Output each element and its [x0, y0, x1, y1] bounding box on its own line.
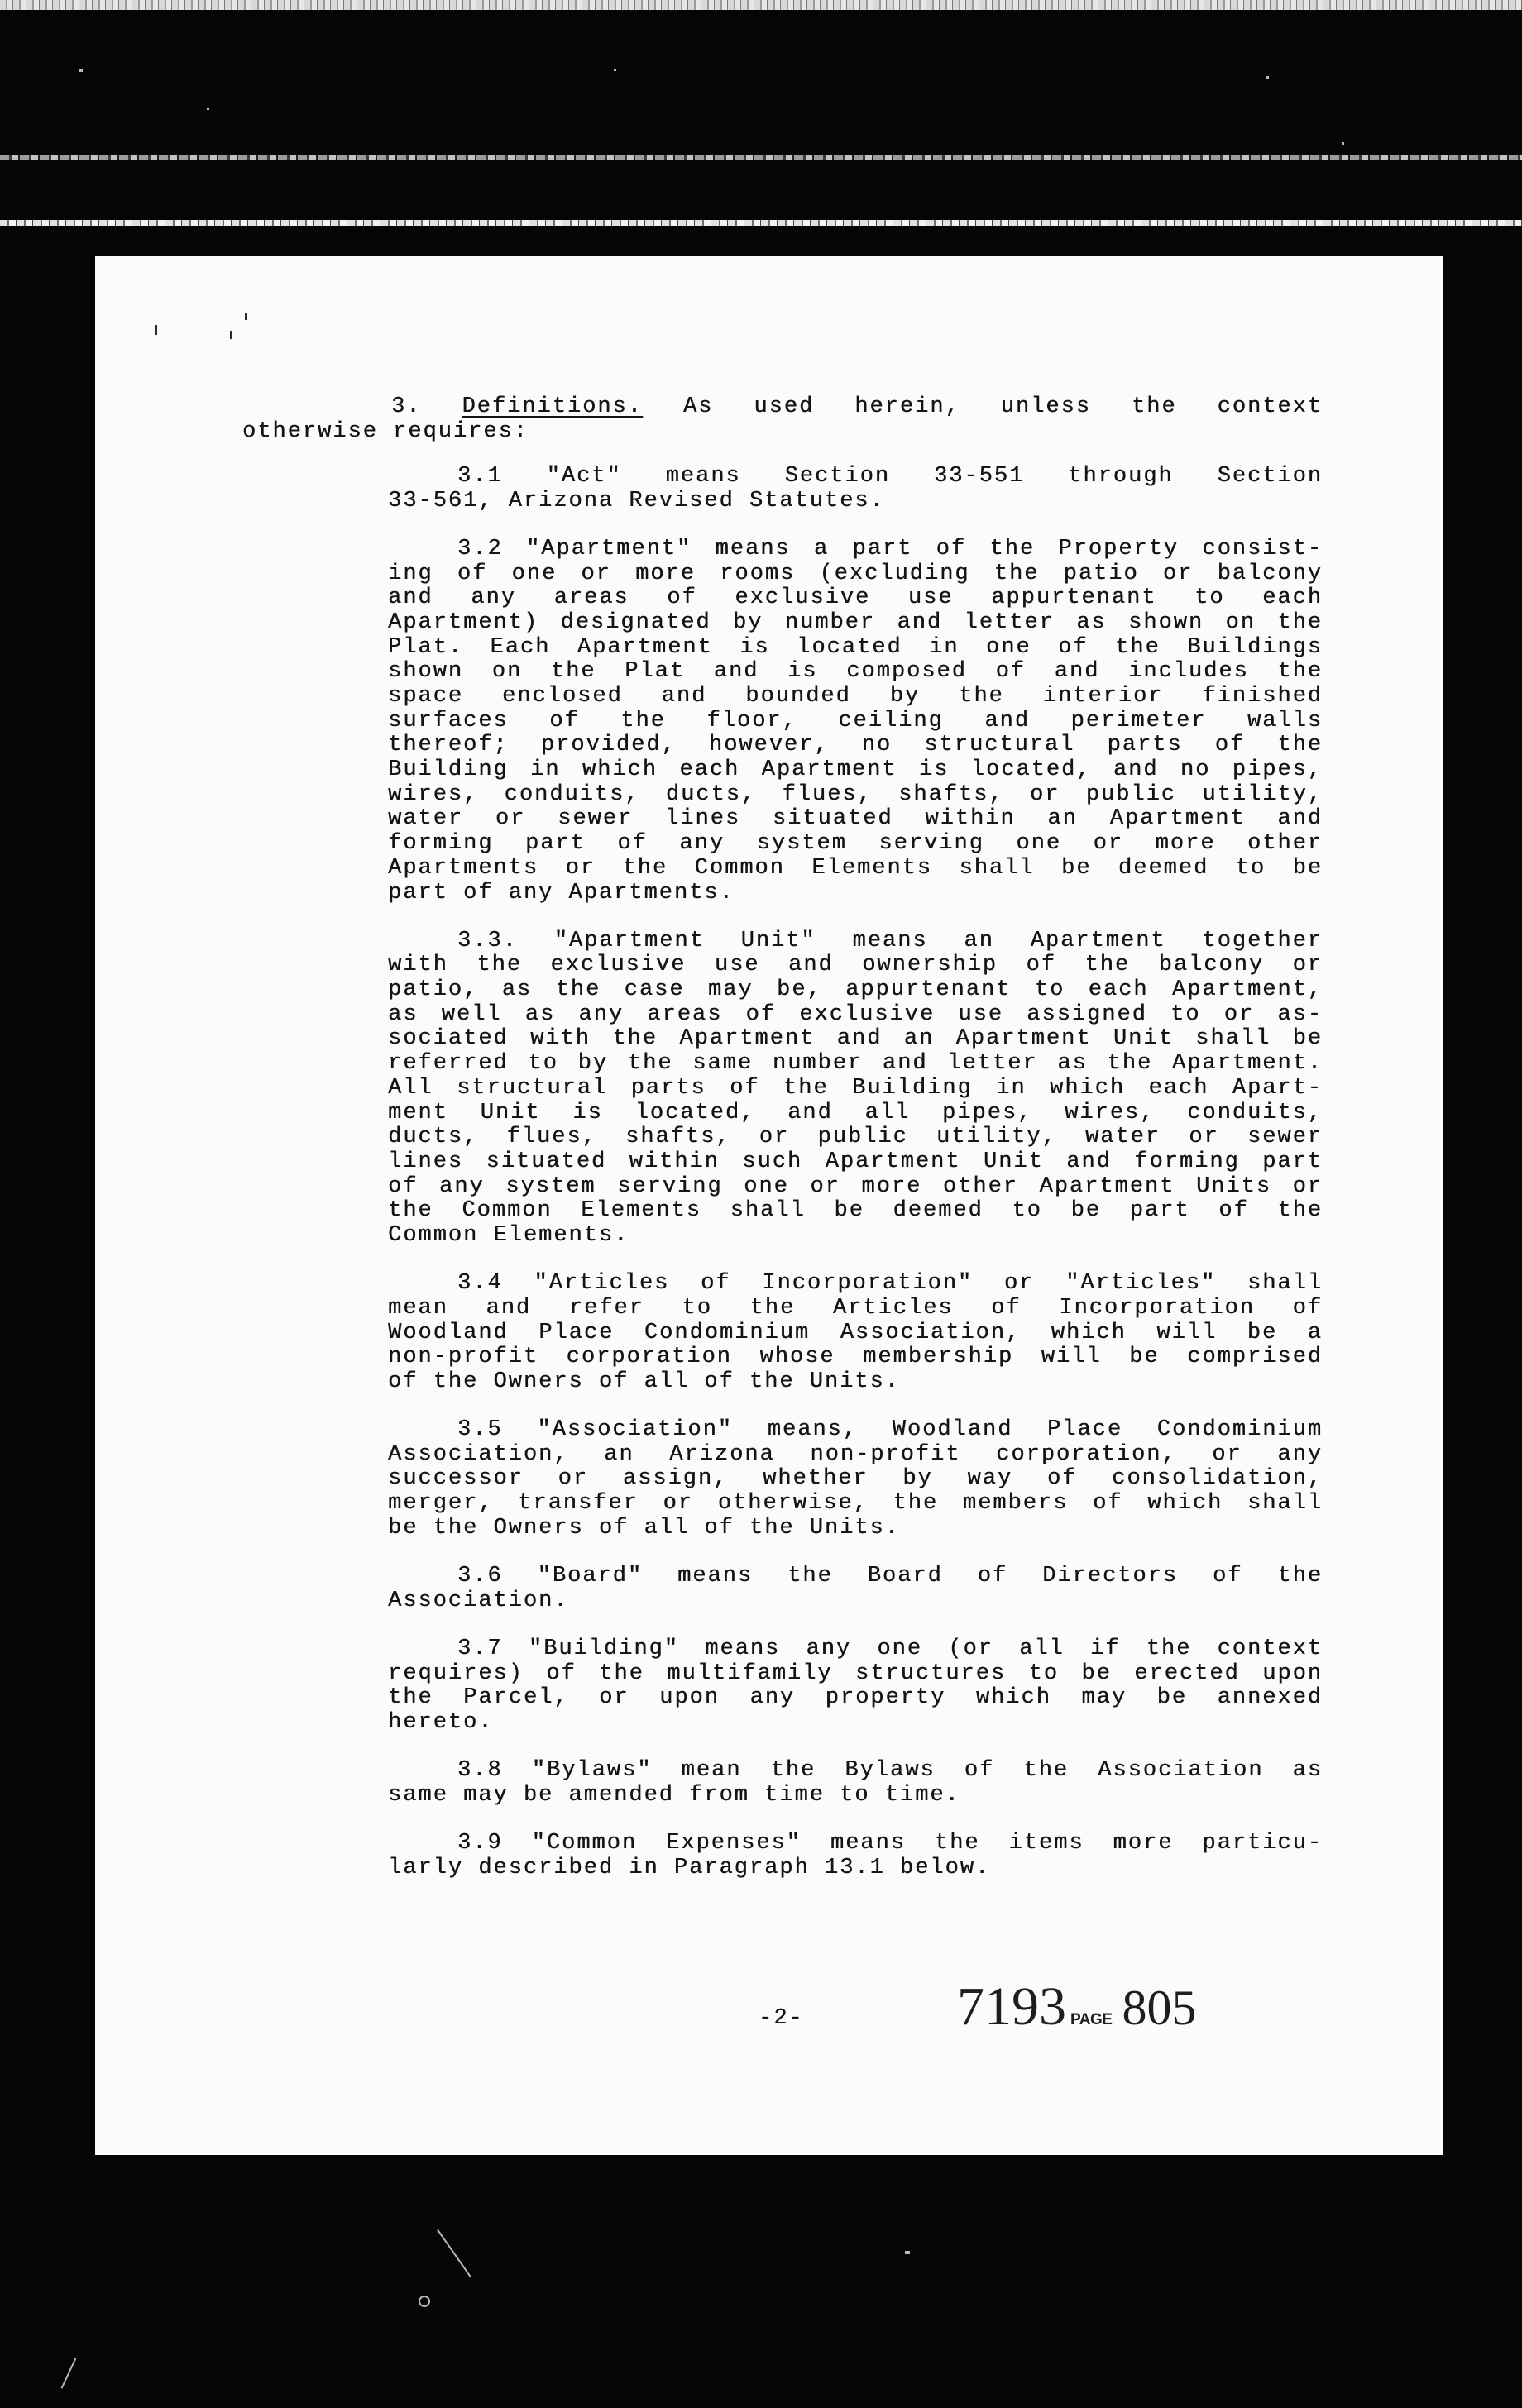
text-line: Apartments or the Common Elements shall be deemed to be [388, 855, 1323, 881]
text-line: Woodland Place Condominium Association, which will be a [388, 1320, 1323, 1345]
text-line: with the exclusive use and ownership of the balcony or [388, 953, 1323, 978]
scan-speck [614, 69, 616, 71]
scan-speck [1342, 142, 1344, 145]
text-line: 3.6 "Board" means the Board of Directors of the [457, 1564, 1323, 1589]
text-line: Plat. Each Apartment is located in one of the Buildings [388, 634, 1323, 660]
section-number: 3. [391, 394, 422, 419]
section-title: Definitions. [462, 394, 643, 419]
text-line: the Parcel, or upon any property which may be annexed [388, 1685, 1323, 1711]
text-line: part of any Apartments. [388, 880, 735, 905]
text-line: 3.7 "Building" means any one (or all if the context [457, 1636, 1323, 1661]
text-line: Building in which each Apartment is located, and no pipes, [388, 757, 1323, 783]
page-number: -2- [759, 2006, 804, 2031]
text-line: Association, an Arizona non-profit corporation, or any [388, 1441, 1323, 1467]
definition-3-6 [388, 1565, 1323, 1613]
text-line: 3.3. "Apartment Unit" means an Apartment together [457, 928, 1323, 953]
text-line: shown on the Plat and is composed of and includes the [388, 659, 1323, 685]
text-line: hereto. [388, 1709, 494, 1735]
text-line: the Common Elements shall be deemed to be part of the [388, 1198, 1323, 1224]
text-line: surfaces of the floor, ceiling and perimeter walls [388, 708, 1323, 733]
text-line: Common Elements. [388, 1222, 629, 1248]
text-line: referred to by the same number and letter as the Apartment. [388, 1051, 1323, 1077]
text-line: ing of one or more rooms (excluding the patio or balcony [388, 561, 1323, 586]
scan-speck [61, 2358, 77, 2388]
text-line: 33-561, Arizona Revised Statutes. [388, 488, 885, 514]
definition-3-5 [388, 1418, 1323, 1541]
scan-speck [1266, 76, 1269, 79]
text-line: 3.9 "Common Expenses" means the items more particu- [457, 1831, 1323, 1856]
text-line: ment Unit is located, and all pipes, wires, conduits, [388, 1100, 1323, 1125]
text-line: sociated with the Apartment and an Apartment Unit shall be [388, 1026, 1323, 1052]
definitions-list [388, 465, 1323, 1904]
scan-speck [437, 2229, 471, 2277]
text-line: 3.4 "Articles of Incorporation" or "Articles" shall [457, 1271, 1323, 1297]
text-line [242, 395, 1323, 420]
scan-speck [207, 108, 209, 110]
text-line: patio, as the case may be, appurtenant to each Apartment, [388, 977, 1323, 1003]
text-line: thereof; provided, however, no structural parts of the [388, 733, 1323, 758]
scan-line-artifact [0, 155, 1522, 160]
text-line: space enclosed and bounded by the interior finished [388, 684, 1323, 709]
text-line: 3.5 "Association" means, Woodland Place Condominium [457, 1417, 1323, 1443]
text-line: wires, conduits, ducts, flues, shafts, or public utility, [388, 781, 1323, 807]
scan-speck [155, 325, 157, 335]
book-number: 7193 [957, 1976, 1066, 2037]
scan-speck [419, 2296, 430, 2307]
text-line: be the Owners of all of the Units. [388, 1515, 900, 1541]
text-line: merger, transfer or otherwise, the members of which shall [388, 1491, 1323, 1517]
text-line: 3.1 "Act" means Section 33-551 through Section [457, 464, 1323, 489]
book-page-stamp [957, 1976, 1197, 2037]
text-line: larly described in Paragraph 13.1 below. [388, 1855, 991, 1880]
definition-3-1 [388, 465, 1323, 514]
definition-3-3 [388, 929, 1323, 1249]
stamp-page-number: 805 [1122, 1980, 1197, 2035]
text-line: forming part of any system serving one or more other [388, 831, 1323, 857]
text-line: same may be amended from time to time. [388, 1782, 960, 1808]
text-line: otherwise requires: [242, 418, 529, 444]
text-line: of any system serving one or more other Apartment Units or [388, 1173, 1323, 1199]
definition-3-8 [388, 1759, 1323, 1808]
text-line: 3.2 "Apartment" means a part of the Property consist- [457, 536, 1323, 561]
text-line: lines situated within such Apartment Unit and forming part [388, 1149, 1323, 1174]
definition-3-9 [388, 1832, 1323, 1880]
text-line: mean and refer to the Articles of Incorporation of [388, 1295, 1323, 1321]
scan-line-artifact [0, 220, 1522, 226]
page-label: PAGE [1070, 2011, 1113, 2028]
text-line: All structural parts of the Building in which each Apart- [388, 1075, 1323, 1101]
section-heading [242, 395, 1323, 444]
text-line: Apartment) designated by number and letter as shown on the [388, 609, 1323, 635]
section-intro: As used herein, unless the context [682, 394, 1323, 419]
definition-3-2 [388, 538, 1323, 905]
definition-3-4 [388, 1272, 1323, 1394]
text-line: of the Owners of all of the Units. [388, 1369, 900, 1394]
definition-3-7 [388, 1637, 1323, 1736]
text-line: non-profit corporation whose membership will be comprised [388, 1345, 1323, 1370]
scan-speck [230, 331, 232, 339]
scan-speck [905, 2251, 910, 2254]
text-line: Association. [388, 1588, 569, 1613]
text-line: requires) of the multifamily structures to be erected upon [388, 1660, 1323, 1686]
scan-speck [245, 313, 247, 320]
text-line: ducts, flues, shafts, or public utility, water or sewer [388, 1125, 1323, 1150]
text-line: successor or assign, whether by way of consolidation, [388, 1466, 1323, 1492]
scan-speck [79, 69, 83, 72]
text-line: 3.8 "Bylaws" mean the Bylaws of the Association as [457, 1758, 1323, 1784]
text-line: water or sewer lines situated within an Apartment and [388, 806, 1323, 832]
text-line: and any areas of exclusive use appurtenant to each [388, 585, 1323, 611]
text-line: as well as any areas of exclusive use assigned to or as- [388, 1001, 1323, 1027]
scan-edge-band [0, 0, 1522, 10]
